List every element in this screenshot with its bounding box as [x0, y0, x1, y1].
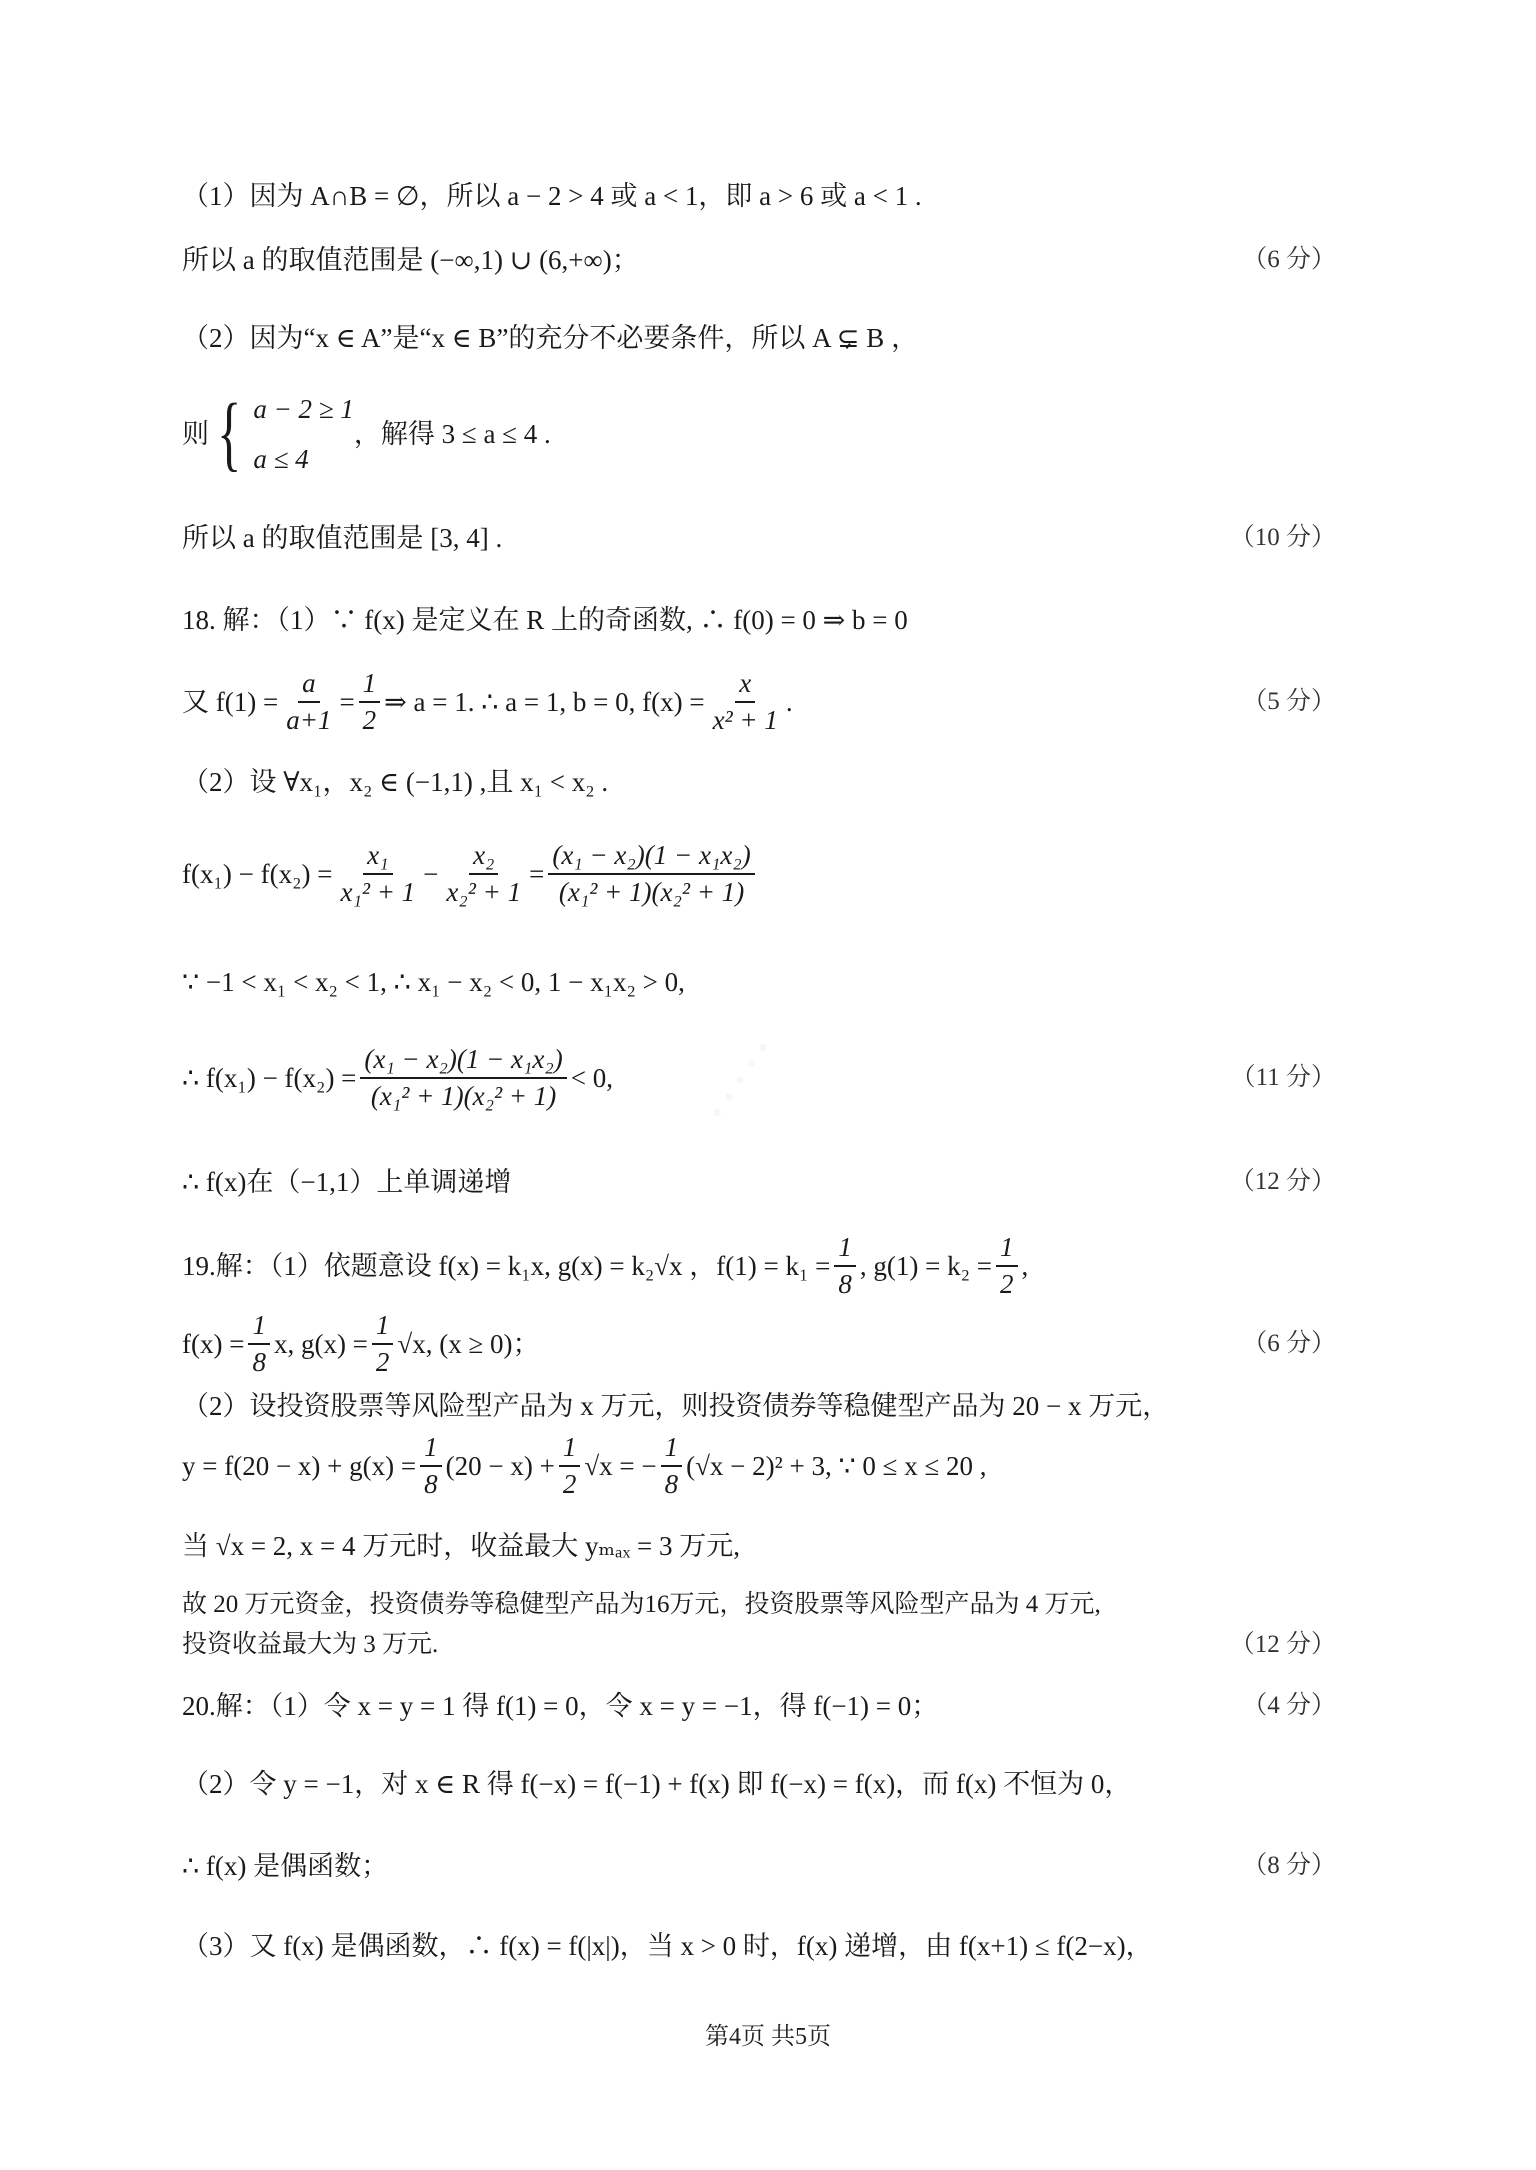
q19-line2: f(x) = $\frac{1}{8}$ x, g(x) = $\frac{1}{2}$ √x, (x ≥ 0)； （6 分）: [182, 1310, 1336, 1378]
q19-line5: 当 √x = 2, x = 4 万元时，收益最大 yₘₐₓ = 3 万元,: [182, 1531, 741, 1561]
score-label: （10 分）: [1229, 524, 1336, 552]
q18-line2: 又 f(1) = $\frac{a}{a+1}$ = $\frac{1}{2}$ ⇒ a = 1. ∴ a = 1, b = 0, f(x) = $\frac{x}{\text{x² + 1}}$ . （5 分）: [182, 668, 1336, 736]
q17-part2-line1: （2）因为“x ∈ A”是“x ∈ B”的充分不必要条件，所以 A ⊊ B ，: [182, 323, 919, 353]
score-label: （11 分）: [1230, 1064, 1336, 1092]
score-label: （12 分）: [1229, 1168, 1336, 1196]
q17-part1-line2: 所以 a 的取值范围是 (−∞,1) ∪ (6,+∞)； （6 分）: [182, 245, 1336, 275]
score-label: （6 分）: [1242, 1330, 1336, 1358]
fraction: $\frac{a}{a+1}$: [286, 668, 332, 736]
score-label: （8 分）: [1242, 1852, 1336, 1880]
fraction: $\frac{1}{8}$: [420, 1432, 442, 1500]
fraction: $\frac{1}{2}$: [559, 1432, 581, 1500]
fraction: $\frac{x}{\text{x² + 1}}$: [712, 668, 778, 736]
q18-line5: ∵ −1 < x₁ < x₂ < 1, ∴ x₁ − x₂ < 0, 1 − x₁x₂ > 0,: [182, 967, 685, 997]
q19-line3: （2）设投资股票等风险型产品为 x 万元，则投资债券等稳健型产品为 20 − x 万元，: [182, 1391, 1170, 1421]
q20-line4: （3）又 f(x) 是偶函数，∴ f(x) = f(|x|)，当 x > 0 时，f(x) 递增，由 f(x+1) ≤ f(2−x)，: [182, 1931, 1153, 1961]
fraction: $\frac{\text{x₁}}{\text{x₁² + 1}}$: [340, 840, 416, 908]
q18-line6: ∴ f(x₁) − f(x₂) = $\frac{\text{(x₁ − x₂)(1 − x₁x₂)}}{\text{(x₁² + 1)(x₂² + 1)}}$ < 0, （11 分）: [182, 1044, 1336, 1112]
fraction: $\frac{1}{2}$: [359, 668, 381, 736]
q19-line6: 故 20 万元资金，投资债券等稳健型产品为16万元，投资股票等风险型产品为 4 万元,: [182, 1591, 1101, 1618]
left-brace-icon: {: [217, 387, 242, 480]
fraction: $\frac{\text{x₂}}{\text{x₂² + 1}}$: [446, 840, 522, 908]
q20-line3: ∴ f(x) 是偶函数； （8 分）: [182, 1851, 1336, 1881]
q19-line4: y = f(20 − x) + g(x) = $\frac{1}{8}$ (20 − x) + $\frac{1}{2}$ √x = − $\frac{1}{8}$ (√x − 2)² + 3, ∵ 0 ≤ x ≤ 20 ,: [182, 1432, 987, 1500]
equation-system: { a − 2 ≥ 1 a ≤ 4: [217, 387, 354, 480]
score-label: （5 分）: [1242, 688, 1336, 716]
page-footer: 第4页 共5页: [705, 2024, 831, 2050]
q20-line1: 20.解：（1）令 x = y = 1 得 f(1) = 0，令 x = y = −1，得 f(−1) = 0； （4 分）: [182, 1691, 1336, 1721]
fraction: $\frac{\text{(x₁ − x₂)(1 − x₁x₂)}}{\text{(x₁² + 1)(x₂² + 1)}}$: [548, 840, 754, 908]
q17-part2-system: 则 { a − 2 ≥ 1 a ≤ 4 ，解得 3 ≤ a ≤ 4 .: [182, 387, 551, 480]
q19-line1: 19.解：（1）依题意设 f(x) = k₁x, g(x) = k₂√x ，f(1) = k₁ = $\frac{1}{8}$ , g(1) = k₂ = $\frac{1}{2}$ ,: [182, 1232, 1029, 1300]
fraction: $\frac{1}{8}$: [661, 1432, 683, 1500]
score-label: （6 分）: [1242, 246, 1336, 274]
watermark: ·····: [683, 1019, 796, 1140]
fraction: $\frac{1}{2}$: [372, 1310, 394, 1378]
score-label: （4 分）: [1242, 1692, 1336, 1720]
q18-line1: 18. 解：（1）∵ f(x) 是定义在 R 上的奇函数, ∴ f(0) = 0 ⇒ b = 0: [182, 605, 908, 635]
fraction: $\frac{1}{8}$: [248, 1310, 270, 1378]
fraction: $\frac{1}{2}$: [996, 1232, 1018, 1300]
score-label: （12 分）: [1229, 1631, 1336, 1658]
q18-line3: （2）设 ∀x₁，x₂ ∈ (−1,1) ,且 x₁ < x₂ .: [182, 767, 609, 797]
q17-part2-result: 所以 a 的取值范围是 [3, 4] . （10 分）: [182, 523, 1336, 553]
q19-line7: 投资收益最大为 3 万元. （12 分）: [182, 1631, 1336, 1658]
q17-part1-line1: （1）因为 A∩B = ∅，所以 a − 2 > 4 或 a < 1，即 a > 6 或 a < 1 .: [182, 181, 922, 211]
fraction: $\frac{\text{(x₁ − x₂)(1 − x₁x₂)}}{\text{(x₁² + 1)(x₂² + 1)}}$: [360, 1044, 566, 1112]
q18-line4: f(x₁) − f(x₂) = $\frac{\text{x₁}}{\text{x₁² + 1}}$ − $\frac{\text{x₂}}{\text{x₂² + 1}}$ = $\frac{\text{(x₁ − x₂)(1 − x₁x₂)}}{\text{(x₁² + 1)(x₂² + 1)}}$: [182, 840, 1336, 908]
q20-line2: （2）令 y = −1，对 x ∈ R 得 f(−x) = f(−1) + f(x) 即 f(−x) = f(x)，而 f(x) 不恒为 0，: [182, 1769, 1132, 1799]
q18-line7: ∴ f(x)在（−1,1）上单调递增 （12 分）: [182, 1167, 1336, 1197]
fraction: $\frac{1}{8}$: [834, 1232, 856, 1300]
